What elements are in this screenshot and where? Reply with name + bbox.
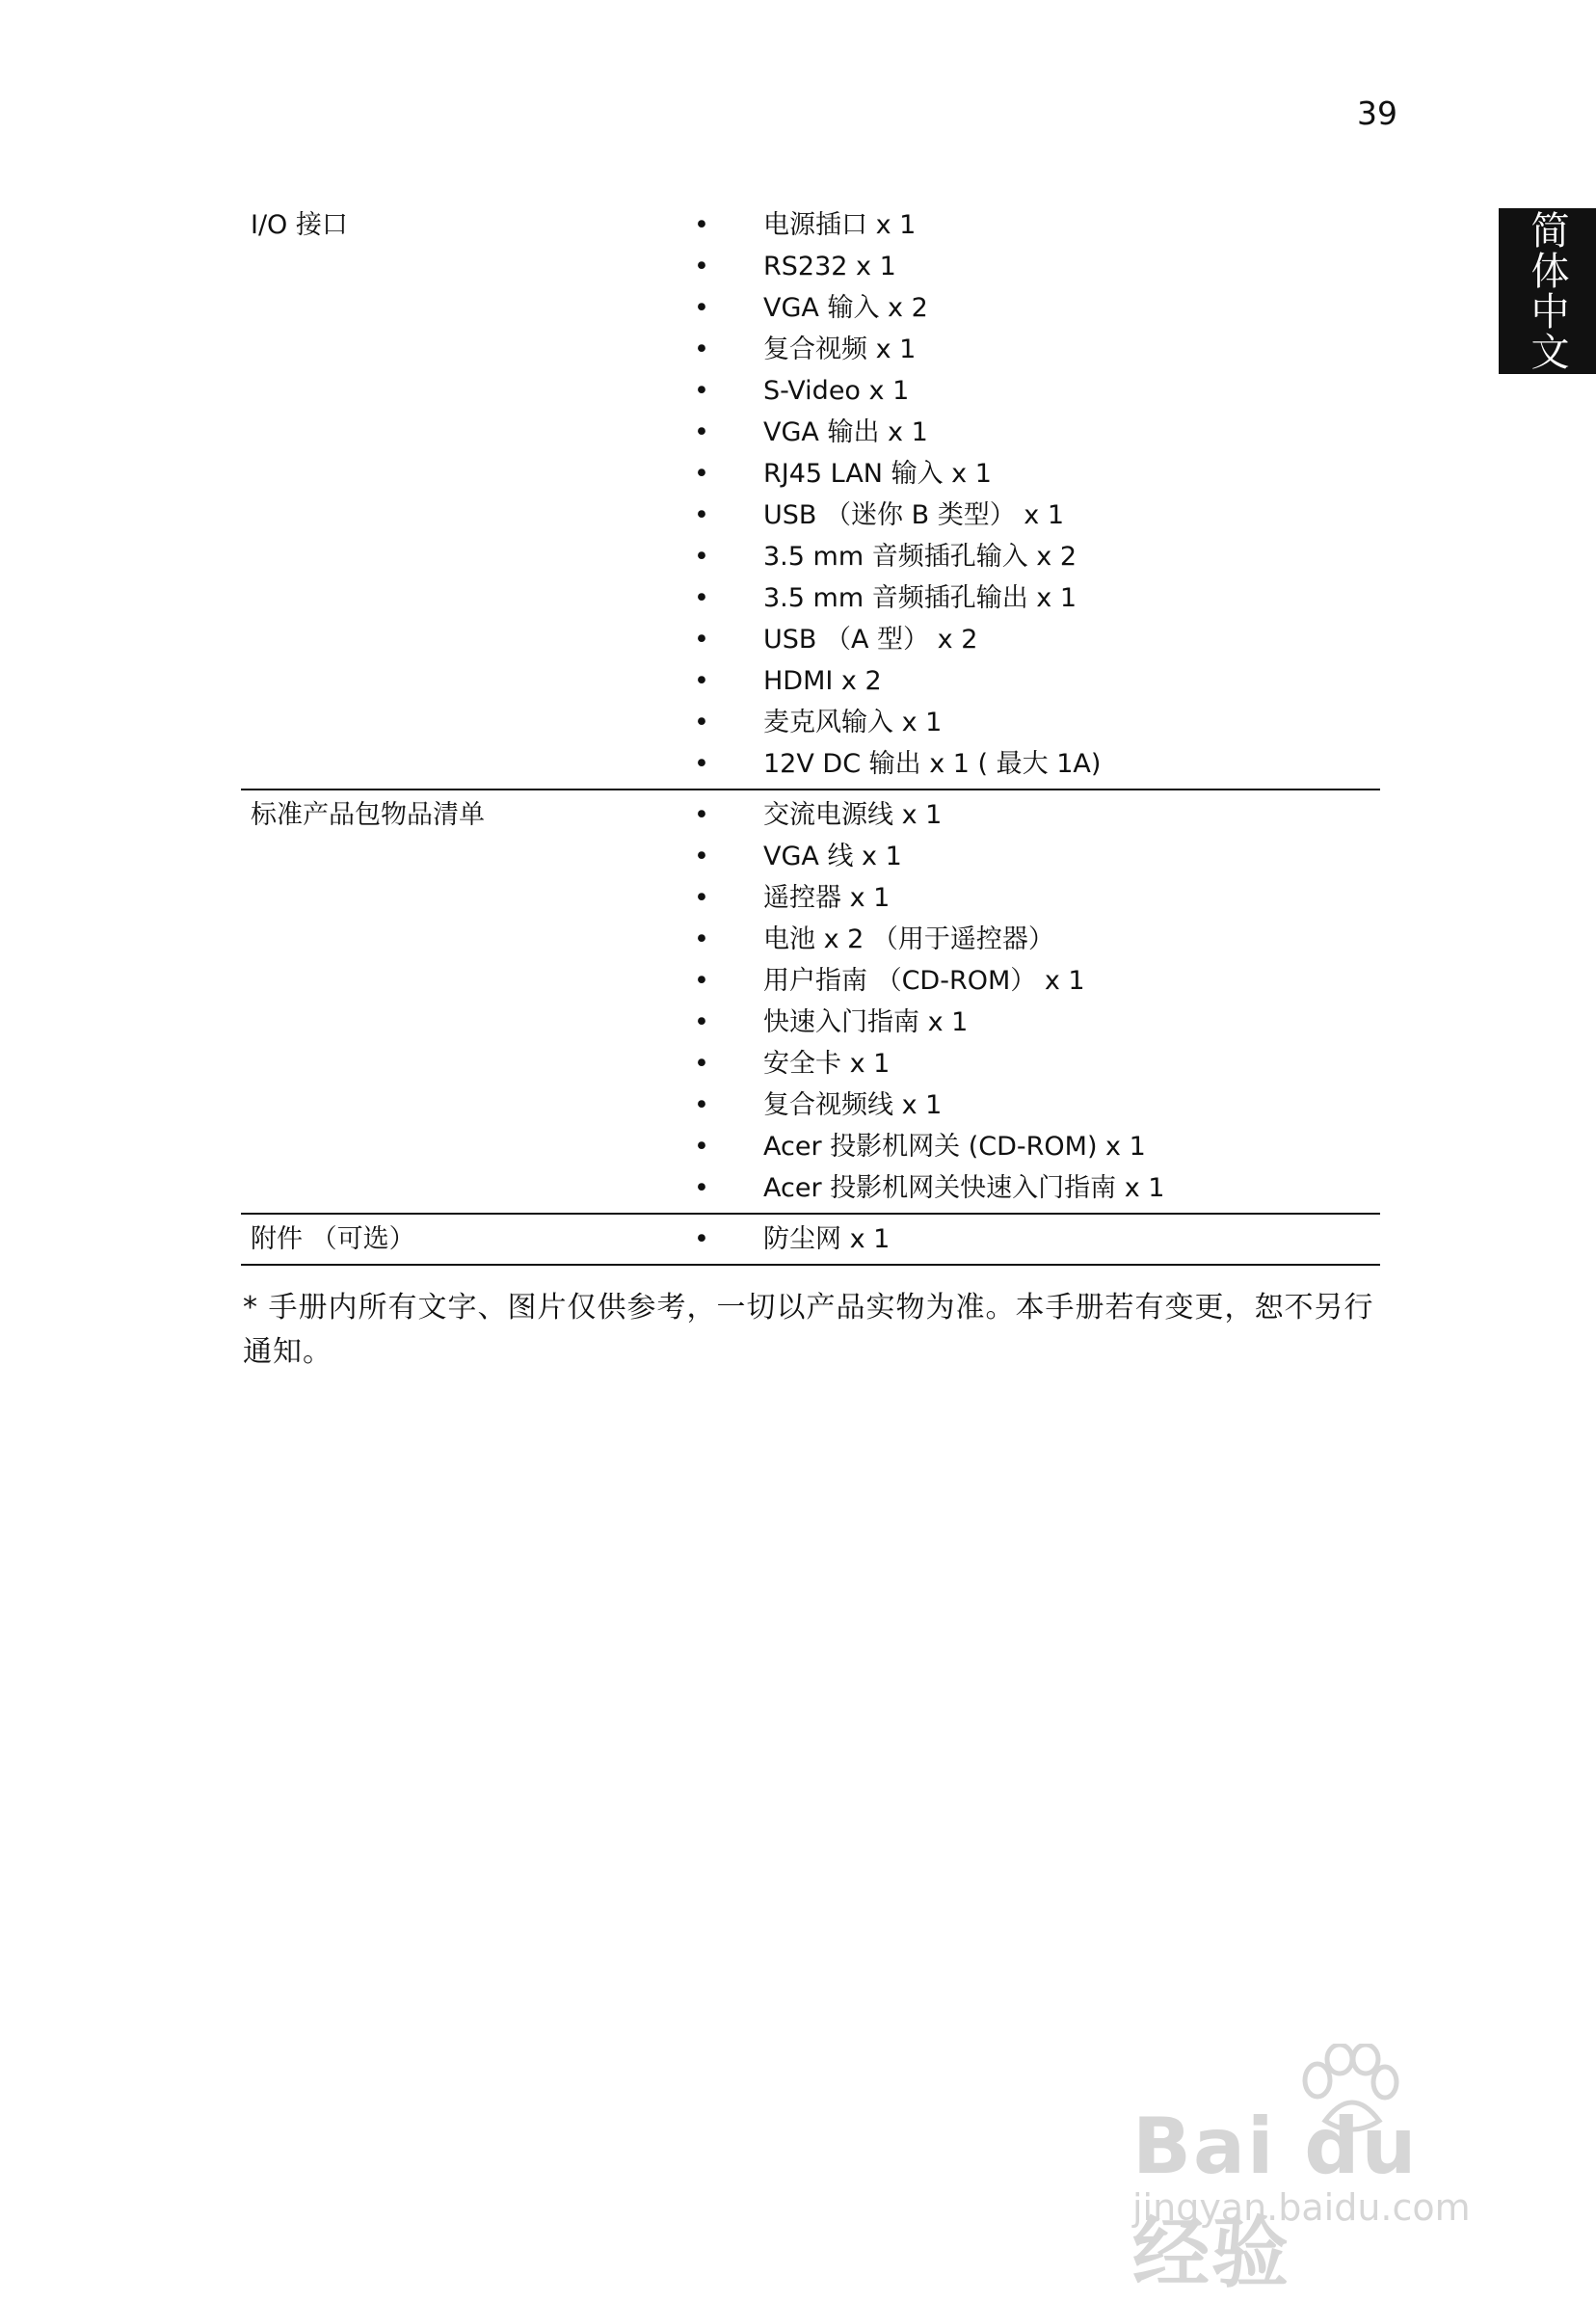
list-item	[694, 204, 1380, 246]
bullet: •	[694, 335, 709, 364]
list-item	[694, 329, 1380, 370]
item-text: 用户指南 （CD-ROM） x 1	[763, 966, 1085, 996]
list-item	[694, 1167, 1380, 1209]
list-item	[694, 1218, 1380, 1260]
list-item	[694, 660, 1380, 702]
bullet: •	[694, 1007, 709, 1037]
bullet: •	[694, 210, 709, 240]
item-text: VGA 线 x 1	[763, 842, 902, 871]
item-list	[694, 1218, 1380, 1260]
item-text: 麦克风输入 x 1	[763, 708, 943, 737]
bullet: •	[694, 1132, 709, 1162]
list-item	[694, 877, 1380, 919]
list-item	[694, 836, 1380, 877]
item-text: 电池 x 2 （用于遥控器）	[763, 924, 1054, 954]
list-item	[694, 453, 1380, 495]
bullet: •	[694, 542, 709, 572]
list-item	[694, 794, 1380, 836]
section-accessories	[241, 1215, 1380, 1266]
bullet: •	[694, 666, 709, 696]
watermark-url: jingyan.baidu.com	[1132, 2186, 1471, 2229]
spec-table	[241, 204, 1380, 1266]
section-label: 附件 （可选）	[251, 1224, 415, 1254]
item-text: USB （迷你 B 类型） x 1	[763, 500, 1065, 530]
bullet: •	[694, 749, 709, 779]
footnote: * 手册内所有文字、图片仅供参考，一切以产品实物为准。本手册若有变更，恕不另行通知。	[243, 1291, 1374, 1369]
item-text: 防尘网 x 1	[763, 1224, 891, 1254]
item-text: 交流电源线 x 1	[763, 800, 943, 830]
bullet: •	[694, 376, 709, 406]
section-label: 标准产品包物品清单	[251, 800, 485, 830]
bullet: •	[694, 966, 709, 996]
bullet: •	[694, 459, 709, 489]
item-text: VGA 输入 x 2	[763, 293, 928, 323]
list-item	[694, 919, 1380, 960]
list-item	[694, 536, 1380, 577]
item-text: 电源插口 x 1	[763, 210, 917, 240]
bullet: •	[694, 924, 709, 954]
list-item	[694, 960, 1380, 1002]
item-list	[694, 204, 1380, 785]
item-text: 复合视频 x 1	[763, 335, 917, 364]
bullet: •	[694, 252, 709, 281]
list-item	[694, 412, 1380, 453]
page-number: 39	[1357, 94, 1397, 132]
watermark-logo-text: Bai du 经验	[1132, 2101, 1419, 2298]
bullet: •	[694, 842, 709, 871]
bullet: •	[694, 417, 709, 447]
list-item	[694, 370, 1380, 412]
item-text: 复合视频线 x 1	[763, 1090, 943, 1120]
item-text: 12V DC 输出 x 1 ( 最大 1A)	[763, 749, 1102, 779]
bullet: •	[694, 1049, 709, 1079]
list-item	[694, 702, 1380, 743]
list-item	[694, 1002, 1380, 1043]
bullet: •	[694, 1173, 709, 1203]
item-text: 3.5 mm 音频插孔输入 x 2	[763, 542, 1077, 572]
bullet: •	[694, 708, 709, 737]
list-item	[694, 1126, 1380, 1167]
bullet: •	[694, 583, 709, 613]
bullet: •	[694, 1090, 709, 1120]
section-package-contents	[241, 790, 1380, 1215]
section-label: I/O 接口	[251, 210, 348, 240]
item-text: VGA 输出 x 1	[763, 417, 928, 447]
section-io-ports	[241, 204, 1380, 790]
item-text: 遥控器 x 1	[763, 883, 891, 913]
bullet: •	[694, 293, 709, 323]
bullet: •	[694, 800, 709, 830]
list-item	[694, 495, 1380, 536]
item-text: USB （A 型） x 2	[763, 625, 978, 655]
item-text: S-Video x 1	[763, 376, 910, 406]
item-text: 快速入门指南 x 1	[763, 1007, 969, 1037]
item-text: RS232 x 1	[763, 252, 896, 281]
list-item	[694, 743, 1380, 785]
item-text: Acer 投影机网关 (CD-ROM) x 1	[763, 1132, 1146, 1162]
item-text: 安全卡 x 1	[763, 1049, 891, 1079]
bullet: •	[694, 883, 709, 913]
item-text: Acer 投影机网关快速入门指南 x 1	[763, 1173, 1165, 1203]
item-text: RJ45 LAN 输入 x 1	[763, 459, 992, 489]
list-item	[694, 577, 1380, 619]
item-list	[694, 794, 1380, 1209]
language-tab: 简体中文	[1499, 208, 1596, 374]
list-item	[694, 246, 1380, 287]
item-text: 3.5 mm 音频插孔输出 x 1	[763, 583, 1077, 613]
list-item	[694, 287, 1380, 329]
bullet: •	[694, 500, 709, 530]
list-item	[694, 1043, 1380, 1084]
list-item	[694, 619, 1380, 660]
bullet: •	[694, 625, 709, 655]
bullet: •	[694, 1224, 709, 1254]
item-text: HDMI x 2	[763, 666, 882, 696]
watermark	[1128, 2044, 1513, 2298]
list-item	[694, 1084, 1380, 1126]
